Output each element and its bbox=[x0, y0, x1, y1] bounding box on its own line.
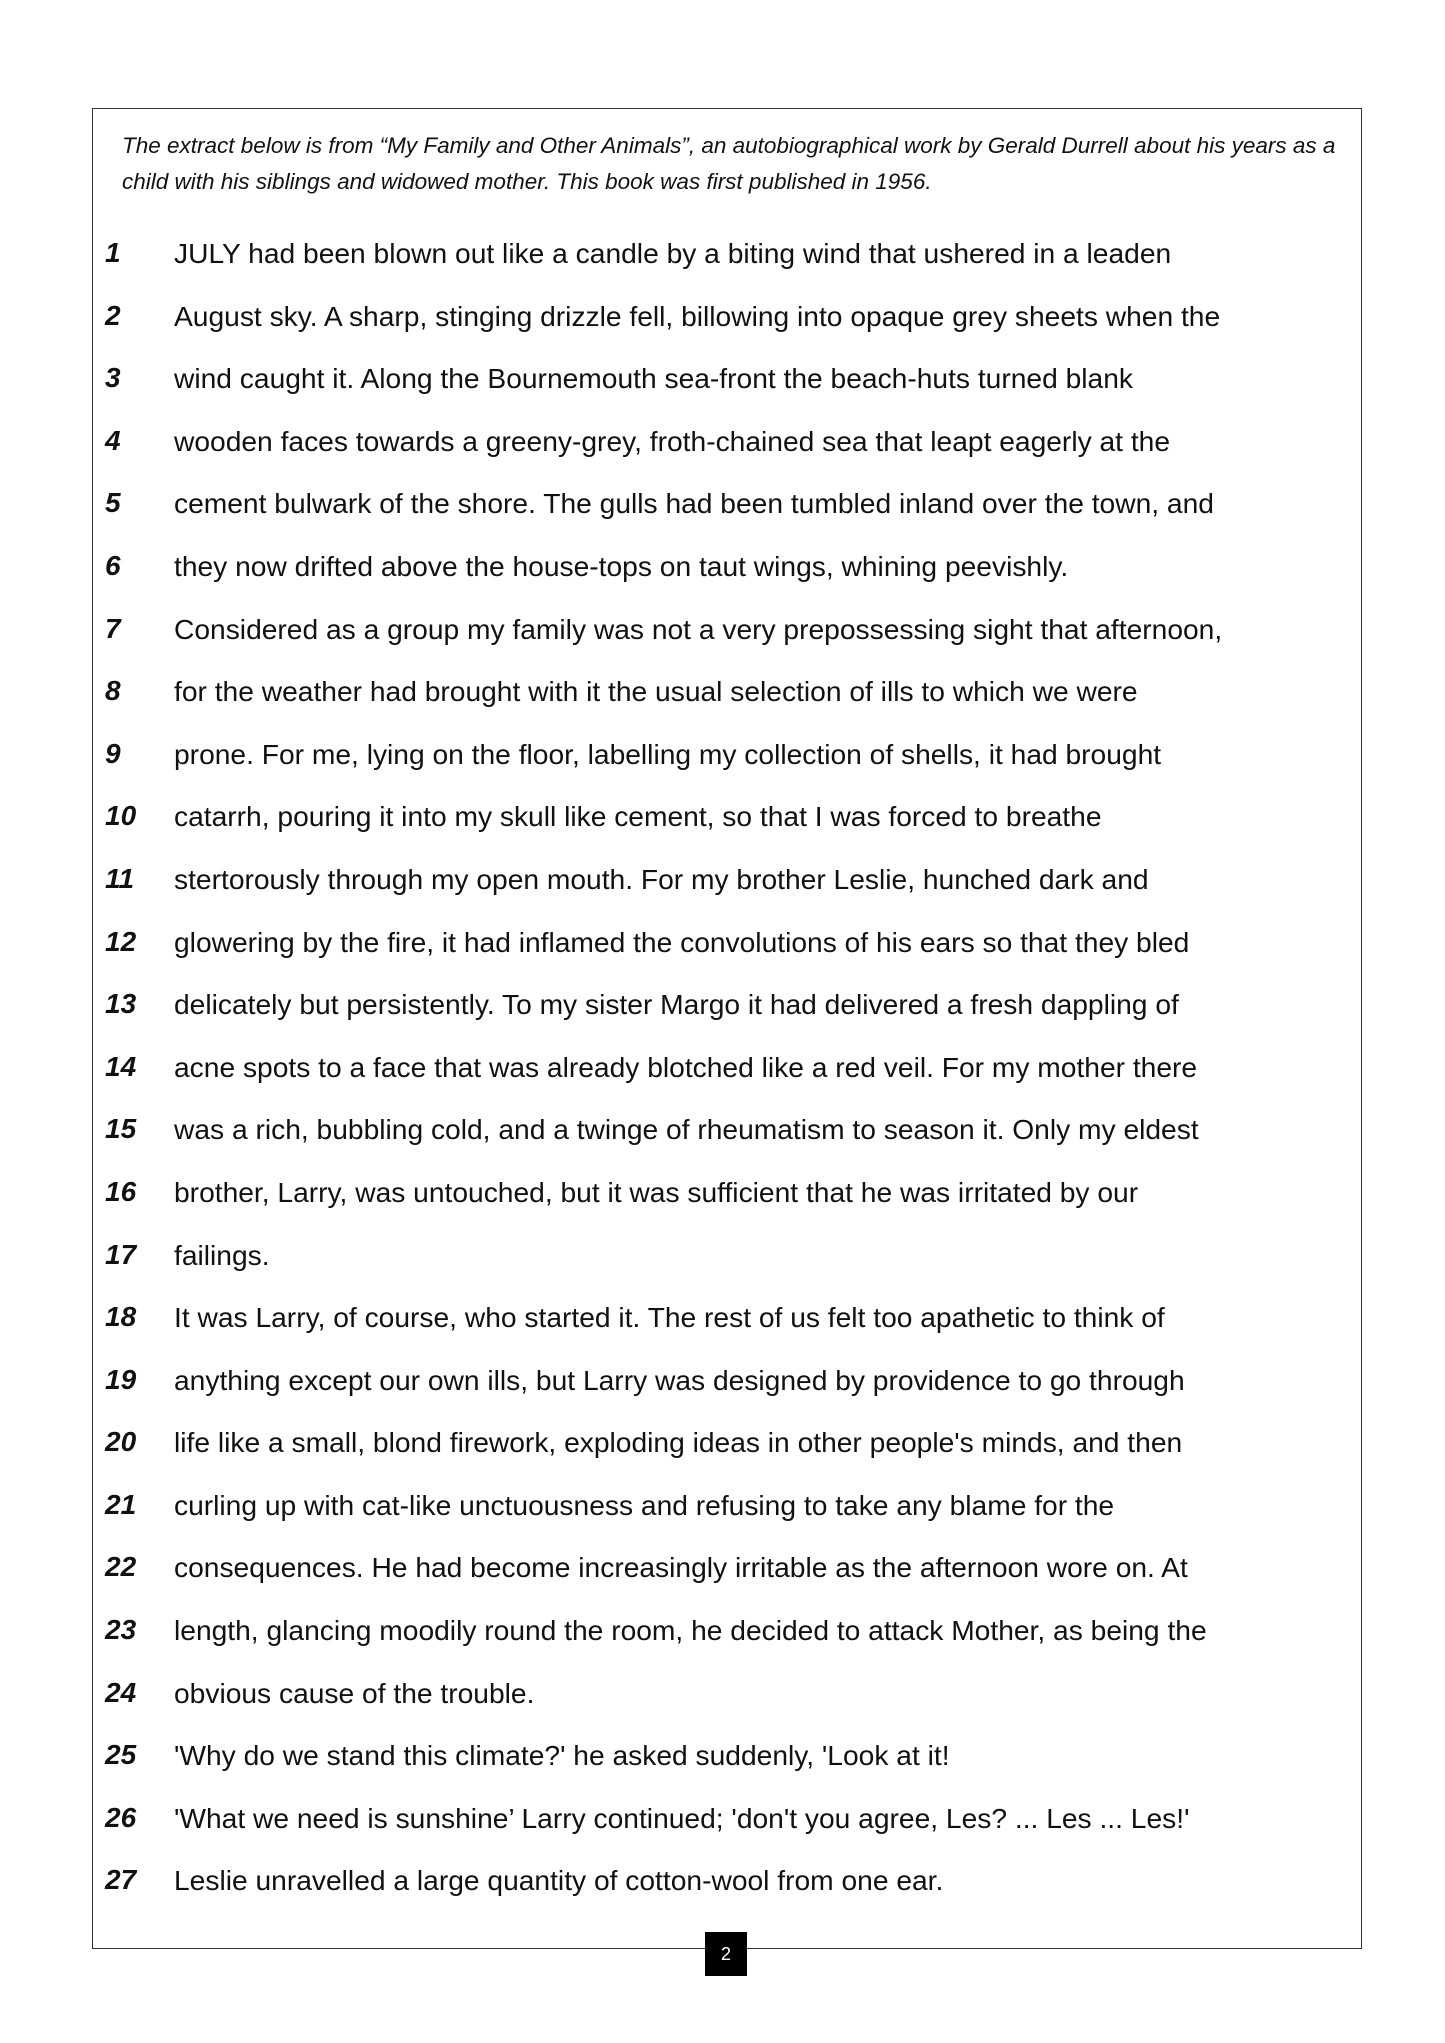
line-text: JULY had been blown out like a candle by a biting wind that ushered in a leaden bbox=[174, 237, 1172, 269]
extract-line bbox=[0, 1161, 1445, 1224]
line-number: 21 bbox=[105, 1488, 137, 1520]
line-number: 12 bbox=[105, 925, 137, 957]
line-text: catarrh, pouring it into my skull like cement, so that I was forced to breathe bbox=[174, 800, 1102, 833]
line-number: 13 bbox=[105, 988, 137, 1020]
extract-line bbox=[0, 1286, 1445, 1349]
line-text: Considered as a group my family was not a very prepossessing sight that afternoon, bbox=[174, 612, 1223, 645]
line-number: 22 bbox=[105, 1551, 137, 1583]
extract-line bbox=[0, 660, 1445, 723]
extract-line bbox=[0, 1536, 1445, 1599]
extract-line bbox=[0, 1224, 1445, 1287]
line-number: 23 bbox=[105, 1614, 137, 1646]
line-text: It was Larry, of course, who started it. The rest of us felt too apathetic to think of bbox=[174, 1301, 1165, 1334]
line-text: length, glancing moodily round the room, he decided to attack Mother, as being the bbox=[174, 1614, 1207, 1647]
line-number: 14 bbox=[105, 1050, 137, 1082]
line-number: 27 bbox=[105, 1864, 137, 1896]
line-number: 25 bbox=[105, 1739, 137, 1771]
extract-line bbox=[0, 598, 1445, 661]
line-text: prone. For me, lying on the floor, labelling my collection of shells, it had brought bbox=[174, 737, 1162, 770]
line-text: acne spots to a face that was already blotched like a red veil. For my mother there bbox=[174, 1050, 1198, 1083]
extract-line bbox=[0, 1849, 1445, 1912]
line-number: 9 bbox=[105, 737, 121, 769]
line-text: stertorously through my open mouth. For my brother Leslie, hunched dark and bbox=[174, 862, 1149, 895]
extract-line bbox=[0, 1098, 1445, 1161]
line-text: for the weather had brought with it the usual selection of ills to which we were bbox=[174, 675, 1138, 708]
extract-line bbox=[0, 535, 1445, 598]
line-text: 'Why do we stand this climate?' he asked suddenly, 'Look at it! bbox=[174, 1739, 950, 1772]
line-number: 24 bbox=[105, 1676, 137, 1708]
line-text: wind caught it. Along the Bournemouth sea-front the beach-huts turned blank bbox=[174, 362, 1133, 395]
line-text: failings. bbox=[174, 1238, 270, 1271]
extract-line bbox=[0, 785, 1445, 848]
extract-line bbox=[0, 973, 1445, 1036]
line-number: 16 bbox=[105, 1175, 137, 1207]
extract-line bbox=[0, 1036, 1445, 1099]
line-text: 'What we need is sunshine’ Larry continued; 'don't you agree, Les? ... Les ... Les!' bbox=[174, 1801, 1190, 1834]
line-text: life like a small, blond firework, exploding ideas in other people's minds, and then bbox=[174, 1426, 1183, 1459]
line-number: 11 bbox=[105, 862, 135, 894]
line-number: 3 bbox=[105, 362, 121, 394]
extract-line bbox=[0, 1599, 1445, 1662]
extract-line bbox=[0, 472, 1445, 535]
line-number: 10 bbox=[105, 800, 137, 832]
line-number: 8 bbox=[105, 675, 121, 707]
extract-line bbox=[0, 723, 1445, 786]
line-text: they now drifted above the house-tops on taut wings, whining peevishly. bbox=[174, 549, 1069, 582]
line-text: August sky. A sharp, stinging drizzle fell, billowing into opaque grey sheets when the bbox=[174, 299, 1221, 332]
extract-line bbox=[0, 222, 1445, 285]
line-text: was a rich, bubbling cold, and a twinge of rheumatism to season it. Only my eldest bbox=[174, 1113, 1199, 1146]
intro-note: The extract below is from “My Family and Other Animals”, an autobiographical work by Gerald Durrell about his years as a child with his siblings and widowed mother. This book was first published in 1956. bbox=[122, 133, 1336, 194]
extract-line bbox=[0, 1411, 1445, 1474]
line-text: brother, Larry, was untouched, but it was sufficient that he was irritated by our bbox=[174, 1175, 1139, 1208]
line-text: cement bulwark of the shore. The gulls had been tumbled inland over the town, and bbox=[174, 487, 1214, 520]
line-number: 1 bbox=[105, 237, 121, 268]
line-number: 4 bbox=[105, 424, 121, 456]
extract-line bbox=[0, 1724, 1445, 1787]
line-number: 6 bbox=[105, 549, 121, 581]
line-text: delicately but persistently. To my sister Margo it had delivered a fresh dappling of bbox=[174, 988, 1179, 1021]
line-text: obvious cause of the trouble. bbox=[174, 1676, 535, 1709]
extract-lines bbox=[0, 222, 1445, 1912]
extract-line bbox=[0, 410, 1445, 473]
extract-line bbox=[0, 848, 1445, 911]
extract-line bbox=[0, 1474, 1445, 1537]
extract-line bbox=[0, 347, 1445, 410]
extract-line bbox=[0, 1349, 1445, 1412]
extract-line bbox=[0, 911, 1445, 974]
line-text: wooden faces towards a greeny-grey, froth-chained sea that leapt eagerly at the bbox=[174, 424, 1171, 457]
line-number: 26 bbox=[105, 1801, 137, 1833]
line-text: Leslie unravelled a large quantity of cotton-wool from one ear. bbox=[174, 1864, 944, 1897]
line-number: 2 bbox=[105, 299, 121, 331]
line-number: 20 bbox=[105, 1426, 137, 1458]
extract-line bbox=[0, 285, 1445, 348]
line-number: 5 bbox=[105, 487, 121, 519]
line-text: curling up with cat-like unctuousness and refusing to take any blame for the bbox=[174, 1488, 1115, 1521]
line-text: consequences. He had become increasingly irritable as the afternoon wore on. At bbox=[174, 1551, 1188, 1584]
page-number: 2 bbox=[705, 1932, 747, 1976]
line-number: 7 bbox=[105, 612, 121, 644]
line-number: 15 bbox=[105, 1113, 137, 1145]
line-number: 17 bbox=[105, 1238, 137, 1270]
line-number: 19 bbox=[105, 1363, 137, 1395]
line-text: glowering by the fire, it had inflamed the convolutions of his ears so that they bled bbox=[174, 925, 1190, 958]
extract-line bbox=[0, 1662, 1445, 1725]
line-number: 18 bbox=[105, 1301, 137, 1333]
line-text: anything except our own ills, but Larry was designed by providence to go through bbox=[174, 1363, 1185, 1396]
extract-line bbox=[0, 1787, 1445, 1850]
